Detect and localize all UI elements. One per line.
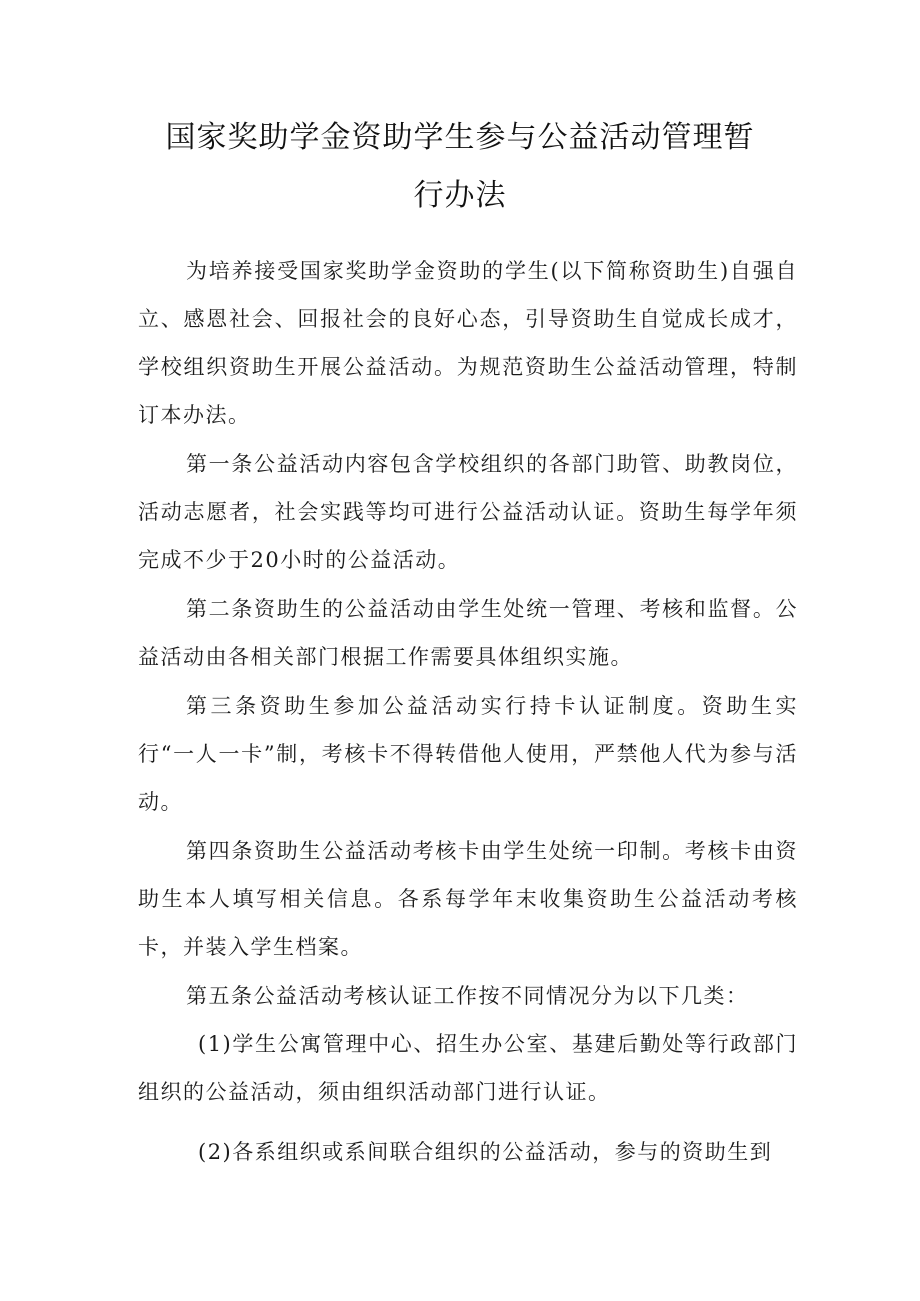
- article-5-item-1: (1)学生公寓管理中心、招生办公室、基建后勤处等行政部门组织的公益活动，须由组织活动部门进行认证。: [138, 1032, 798, 1104]
- article-3-paragraph: 第三条资助生参加公益活动实行持卡认证制度。资助生实行“一人一卡”制，考核卡不得转借他人使用，严禁他人代为参与活动。: [138, 694, 798, 814]
- article-1-paragraph: 第一条公益活动内容包含学校组织的各部门助管、助教岗位，活动志愿者，社会实践等均可进行公益活动认证。资助生每学年须完成不少于20小时的公益活动。: [138, 452, 798, 572]
- article-5-item-2: (2)各系组织或系间联合组织的公益活动，参与的资助生到: [198, 1140, 773, 1164]
- article-2-paragraph: 第二条资助生的公益活动由学生处统一管理、考核和监督。公益活动由各相关部门根据工作需要具体组织实施。: [138, 597, 798, 669]
- article-5-paragraph: 第五条公益活动考核认证工作按不同情况分为以下几类：: [186, 984, 749, 1008]
- article-4-paragraph: 第四条资助生公益活动考核卡由学生处统一印制。考核卡由资助生本人填写相关信息。各系每学年末收集资助生公益活动考核卡，并装入学生档案。: [138, 839, 798, 959]
- document-title-line-2: 行办法: [413, 178, 507, 213]
- intro-paragraph: 为培养接受国家奖助学金资助的学生(以下简称资助生)自强自立、感恩社会、回报社会的良好心态，引导资助生自觉成长成才，学校组织资助生开展公益活动。为规范资助生公益活动管理，特制订本办法。: [138, 259, 798, 427]
- document-title-line-1: 国家奖助学金资助学生参与公益活动管理暂: [165, 120, 755, 155]
